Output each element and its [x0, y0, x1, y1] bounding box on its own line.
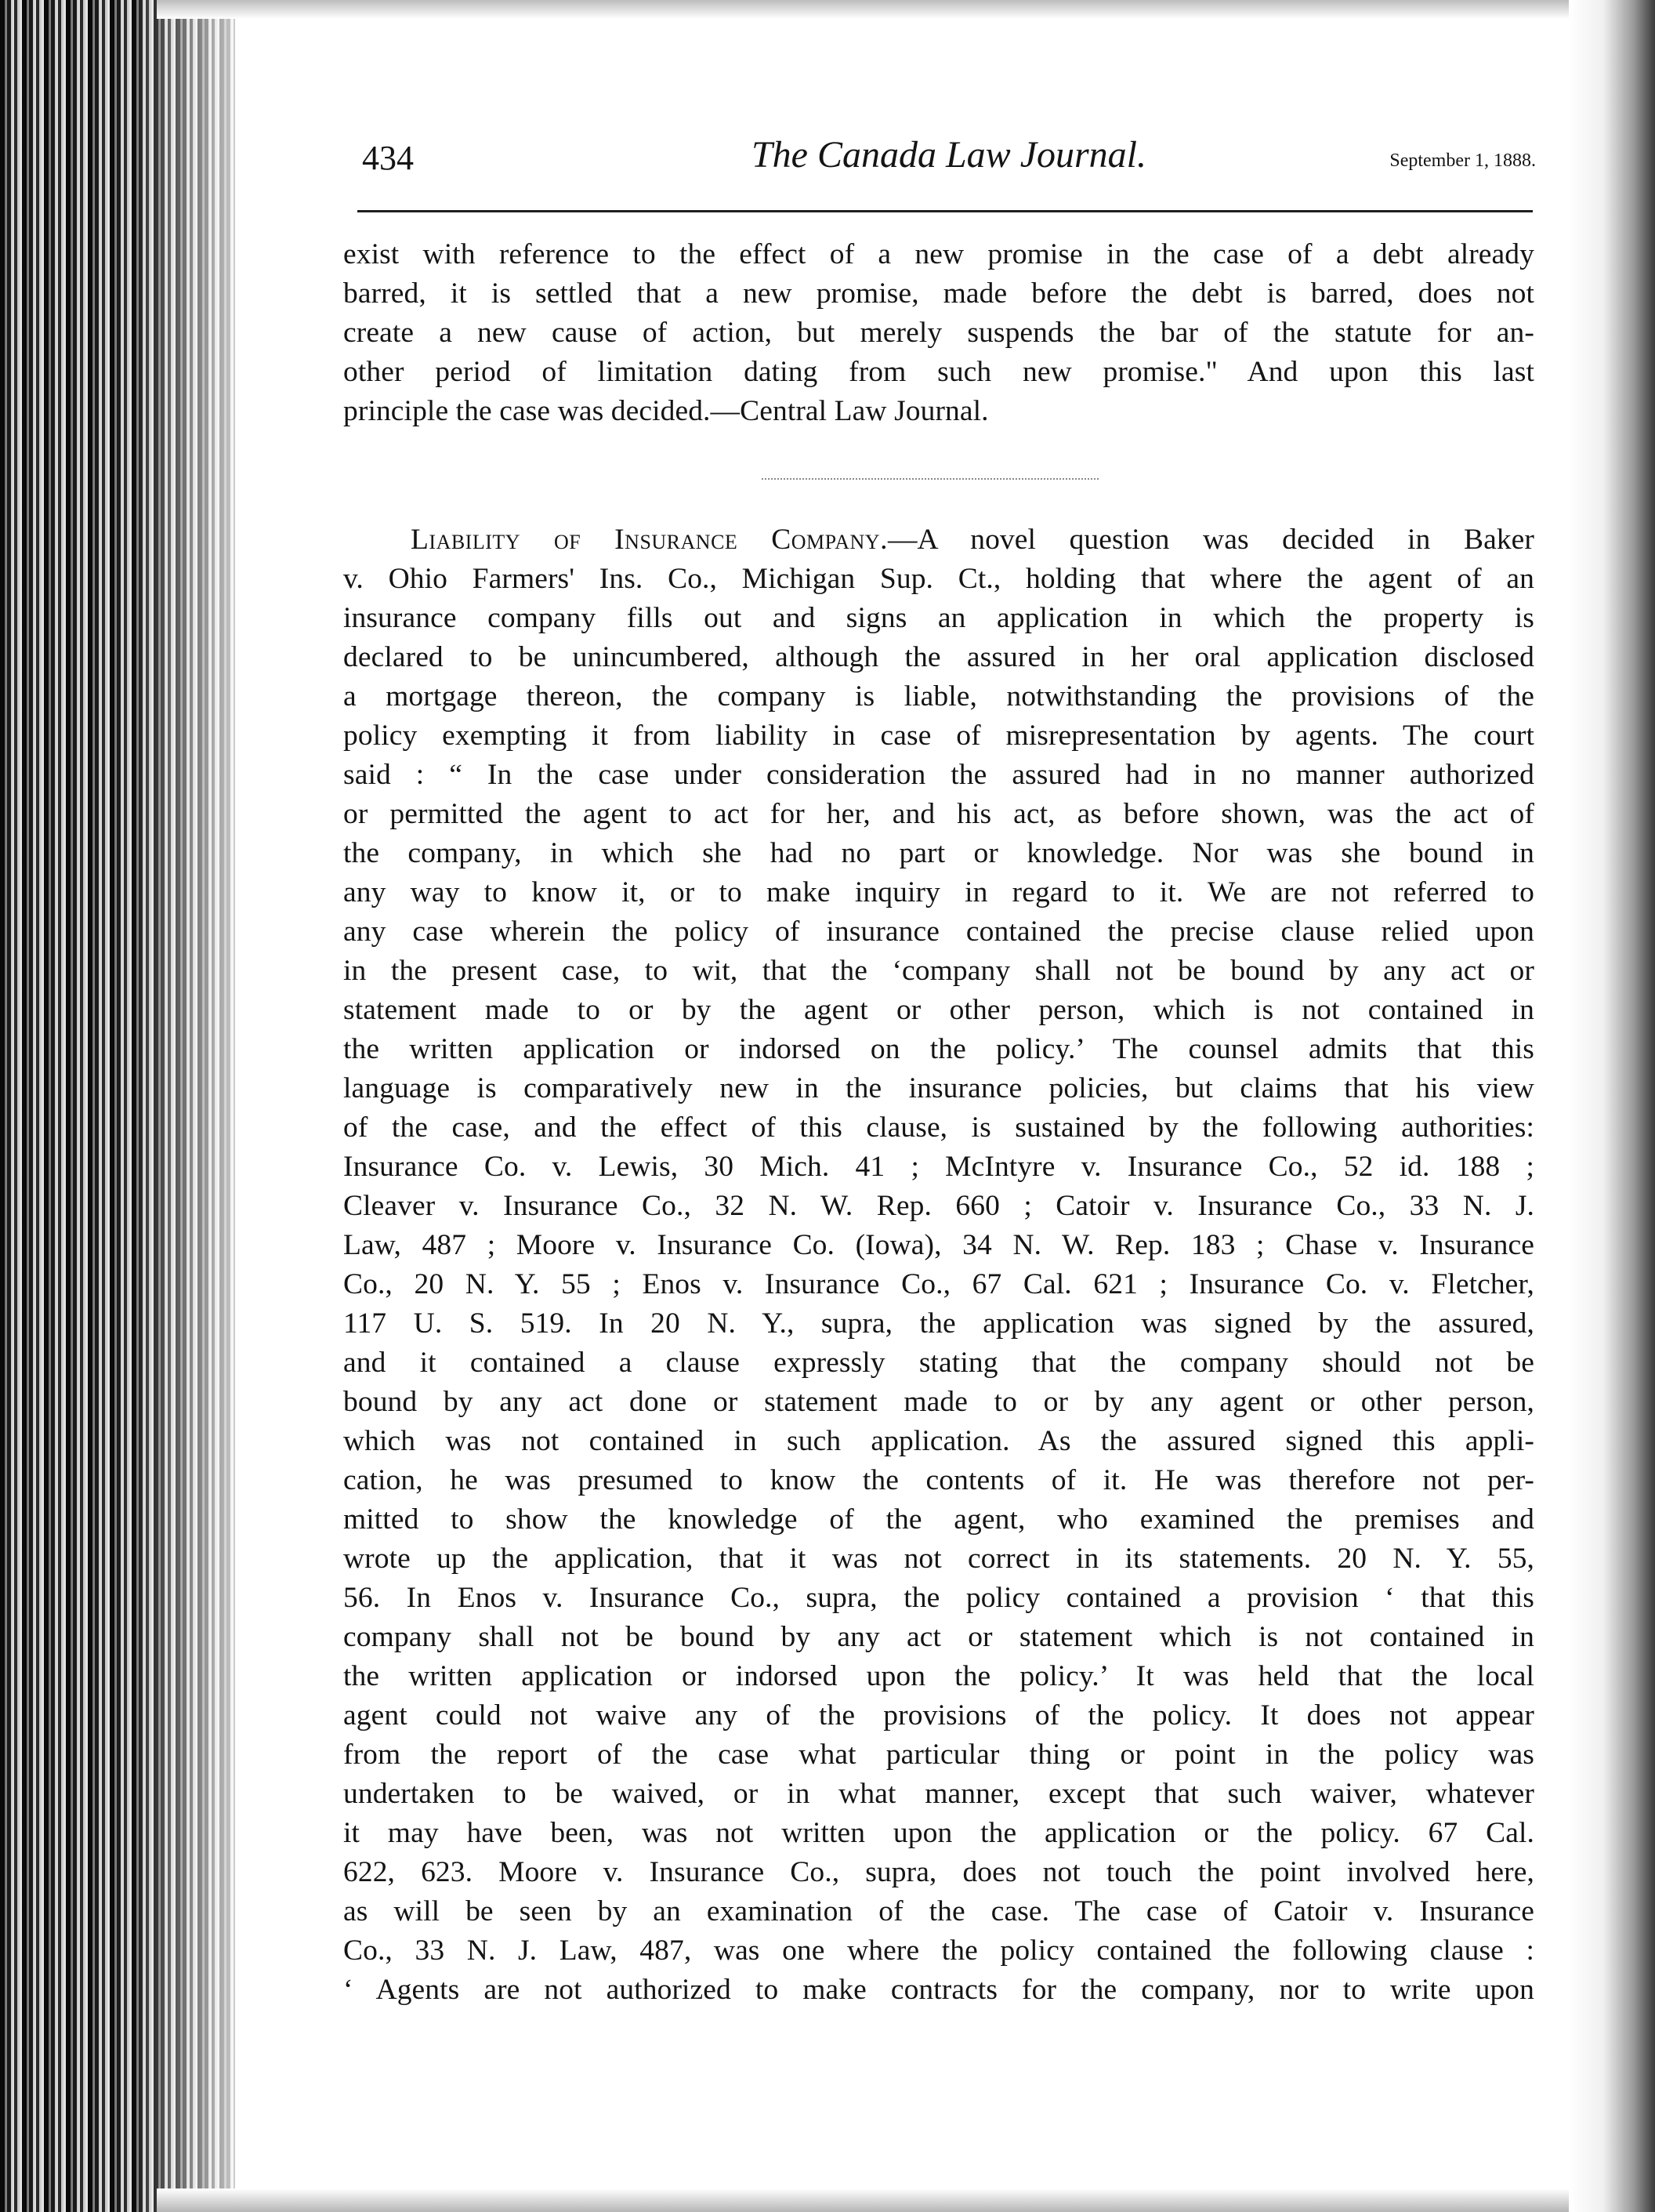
- text-line: Co., 33 N. J. Law, 487, was one where the policy contained the following clause :: [343, 1935, 1534, 1967]
- text-line: the written application or indorsed on the policy.’ The counsel admits that this: [343, 1033, 1534, 1065]
- text-line: insurance company fills out and signs an application in which the property is: [343, 602, 1534, 634]
- text-line: Insurance Co. v. Lewis, 30 Mich. 41 ; McIntyre v. Insurance Co., 52 id. 188 ;: [343, 1151, 1534, 1183]
- text-line: agent could not waive any of the provisions of the policy. It does not appear: [343, 1699, 1534, 1732]
- text-line: the written application or indorsed upon the policy.’ It was held that the local: [343, 1660, 1534, 1692]
- page-top-edge: [157, 0, 1569, 19]
- text-line: 56. In Enos v. Insurance Co., supra, the policy contained a provision ‘ that this: [343, 1582, 1534, 1614]
- page-number: 434: [362, 139, 414, 177]
- header-rule: [357, 210, 1533, 212]
- text-line: Cleaver v. Insurance Co., 32 N. W. Rep. 660 ; Catoir v. Insurance Co., 33 N. J.: [343, 1190, 1534, 1222]
- text-line: language is comparatively new in the insurance policies, but claims that his view: [343, 1072, 1534, 1104]
- text-line: ‘ Agents are not authorized to make contracts for the company, nor to write upon: [343, 1974, 1534, 2006]
- text-line: or permitted the agent to act for her, and his act, as before shown, was the act of: [343, 798, 1534, 830]
- text-line: v. Ohio Farmers' Ins. Co., Michigan Sup. Ct., holding that where the agent of an: [343, 563, 1534, 595]
- text-line: other period of limitation dating from such new promise." And upon this last: [343, 356, 1534, 388]
- page-bottom-edge: [157, 2188, 1569, 2212]
- text-line: in the present case, to wit, that the ‘company shall not be bound by any act or: [343, 955, 1534, 987]
- text-line: barred, it is settled that a new promise, made before the debt is barred, does not: [343, 277, 1534, 310]
- intro-paragraph: [343, 235, 1534, 431]
- text-line: said : “ In the case under consideration the assured had in no manner authorized: [343, 759, 1534, 791]
- text-line: from the report of the case what particular thing or point in the policy was: [343, 1739, 1534, 1771]
- text-line: 622, 623. Moore v. Insurance Co., supra, does not touch the point involved here,: [343, 1856, 1534, 1888]
- page-right-edge: [1569, 0, 1655, 2212]
- text-line: exist with reference to the effect of a new promise in the case of a debt already: [343, 238, 1534, 270]
- text-line: a mortgage thereon, the company is liable, notwithstanding the provisions of the: [343, 680, 1534, 713]
- text-line: undertaken to be waived, or in what manner, except that such waiver, whatever: [343, 1778, 1534, 1810]
- text-line: as will be seen by an examination of the case. The case of Catoir v. Insurance: [343, 1895, 1534, 1927]
- text-line: mitted to show the knowledge of the agent, who examined the premises and: [343, 1503, 1534, 1536]
- journal-title: The Canada Law Journal.: [751, 134, 1147, 176]
- text-line: and it contained a clause expressly stating that the company should not be: [343, 1347, 1534, 1379]
- text-line: company shall not be bound by any act or statement which is not contained in: [343, 1621, 1534, 1653]
- issue-date: September 1, 1888.: [1389, 150, 1536, 171]
- section-paragraph: [343, 520, 1534, 2010]
- text-line: the company, in which she had no part or knowledge. Nor was she bound in: [343, 837, 1534, 869]
- text-line: it may have been, was not written upon the application or the policy. 67 Cal.: [343, 1817, 1534, 1849]
- text-line: of the case, and the effect of this clause, is sustained by the following authorities:: [343, 1111, 1534, 1144]
- section-first-line-text: —A novel question was decided in Baker: [887, 524, 1534, 556]
- text-line: statement made to or by the agent or other person, which is not contained in: [343, 994, 1534, 1026]
- running-header: [362, 133, 1536, 188]
- section-first-line: [343, 520, 1534, 560]
- text-line: bound by any act done or statement made to or by any agent or other person,: [343, 1386, 1534, 1418]
- binding-shadow: [133, 0, 274, 2212]
- section-lead-in: Liability of Insurance Company.: [411, 524, 888, 556]
- section-separator: [762, 478, 1099, 480]
- text-line: declared to be unincumbered, although the assured in her oral application disclosed: [343, 641, 1534, 673]
- text-line: any case wherein the policy of insurance contained the precise clause relied upon: [343, 916, 1534, 948]
- text-line: which was not contained in such application. As the assured signed this appli-: [343, 1425, 1534, 1457]
- text-line: Co., 20 N. Y. 55 ; Enos v. Insurance Co., 67 Cal. 621 ; Insurance Co. v. Fletcher,: [343, 1268, 1534, 1300]
- text-line: cation, he was presumed to know the contents of it. He was therefore not per-: [343, 1464, 1534, 1496]
- text-line: create a new cause of action, but merely suspends the bar of the statute for an-: [343, 317, 1534, 349]
- text-line: any way to know it, or to make inquiry in regard to it. We are not referred to: [343, 876, 1534, 908]
- text-line: 117 U. S. 519. In 20 N. Y., supra, the application was signed by the assured,: [343, 1307, 1534, 1340]
- text-line: principle the case was decided.—Central Law Journal.: [343, 395, 989, 427]
- text-line: wrote up the application, that it was not correct in its statements. 20 N. Y. 55,: [343, 1543, 1534, 1575]
- text-line: Law, 487 ; Moore v. Insurance Co. (Iowa), 34 N. W. Rep. 183 ; Chase v. Insurance: [343, 1229, 1534, 1261]
- text-line: policy exempting it from liability in case of misrepresentation by agents. The court: [343, 720, 1534, 752]
